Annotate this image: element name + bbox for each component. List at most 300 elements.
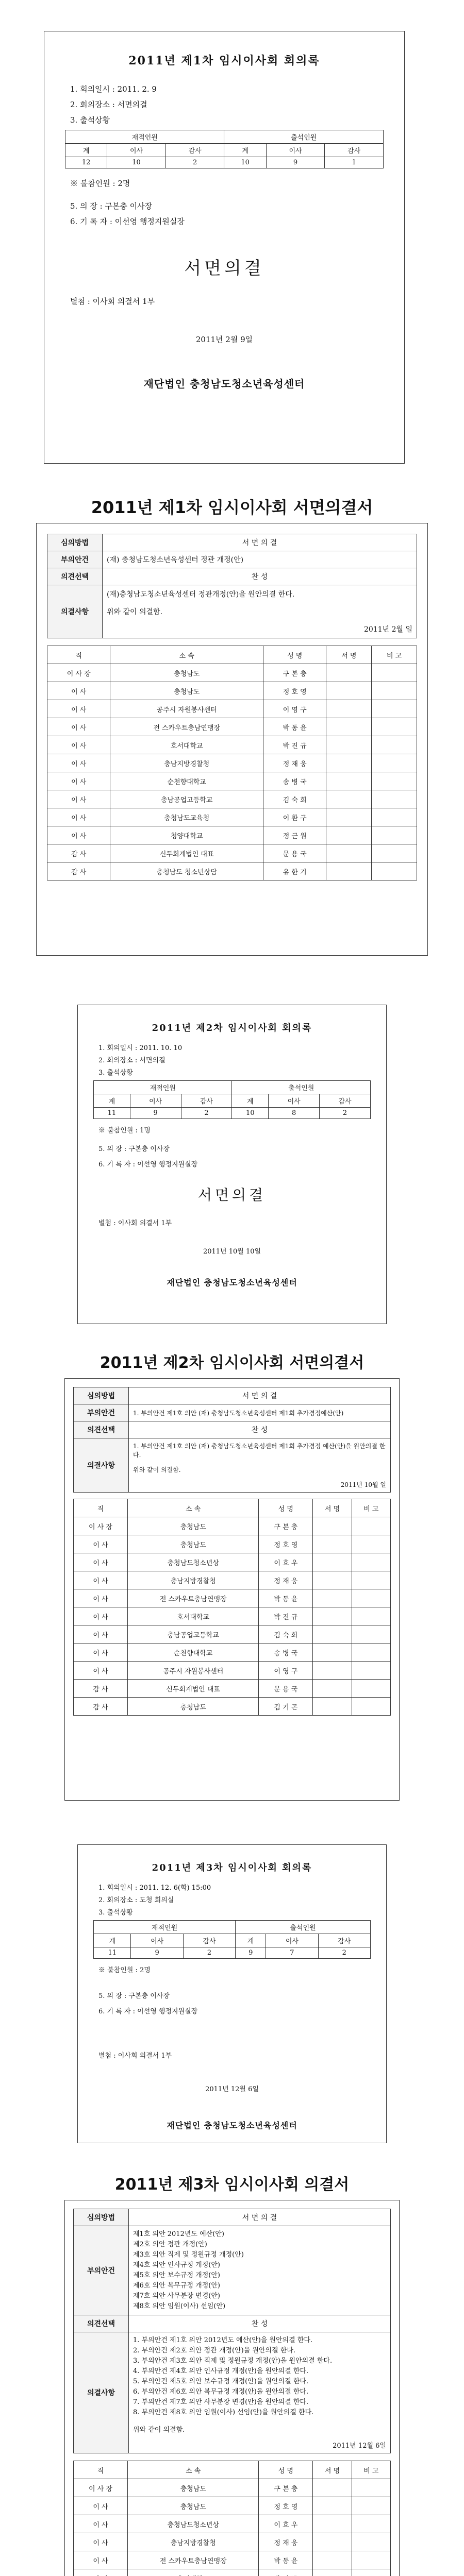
signer-name: 유 한 기: [263, 862, 326, 880]
meeting-date: 1. 회의일시 : 2011. 10. 10: [98, 1044, 183, 1052]
signer-org: 충청남도: [128, 2497, 259, 2515]
meeting-place: 2. 회의장소 : 도청 회의실: [98, 1896, 174, 1904]
signer-row: [74, 2533, 391, 2551]
method-value: 서 면 의 결: [103, 534, 417, 551]
signature-cell: [313, 1589, 352, 1607]
signature-cell: [313, 1680, 352, 1698]
agenda-label: 부의안건: [74, 2226, 129, 2315]
method-label: 심의방법: [47, 534, 103, 551]
signature-cell: [313, 1662, 352, 1680]
signer-row: [74, 1698, 391, 1716]
resolution-page-2: [64, 1378, 400, 1801]
agenda-value: 1. 부의안건 제1호 의안 (재) 충청남도청소년육성센터 제1회 추가경정예산(안): [129, 1404, 391, 1421]
signer-role: 이 사: [47, 826, 110, 844]
recorder: 6. 기 록 자 : 이선영 행정지원실장: [98, 1161, 198, 1168]
signer-org: 공주시 자원봉사센터: [128, 1662, 259, 1680]
reason-label: 의결사항: [47, 585, 103, 638]
attendance-value: 2: [183, 1947, 235, 1959]
signature-cell: [313, 1643, 352, 1662]
signature-cell: [313, 1571, 352, 1589]
recorder: 6. 기 록 자 : 이선영 행정지원실장: [98, 2008, 198, 2015]
meeting-date: 1. 회의일시 : 2011. 2. 9: [70, 84, 157, 94]
signer-role: 감 사: [74, 1680, 128, 1698]
attendance-col: 감사: [181, 1094, 232, 1108]
signature-cell: [313, 1698, 352, 1716]
absent-count: ※ 불참인원 : 1명: [98, 1127, 151, 1134]
signer-name: 정 재 웅: [263, 754, 326, 772]
remarks-cell: [352, 1680, 390, 1698]
agenda-item: 제2호 의안 정관 개정(안): [133, 2241, 207, 2248]
attendance-value: 2: [165, 157, 224, 168]
remarks-cell: [372, 754, 417, 772]
attendance-group-header: 출석인원: [232, 1081, 371, 1094]
organization-name: 재단법인 충청남도청소년육성센터: [143, 378, 305, 390]
signer-role: 이 사: [74, 2533, 128, 2551]
signer-name: 송 병 국: [263, 772, 326, 790]
signer-row: [74, 1535, 391, 1553]
signer-role: 이 사: [74, 1553, 128, 1571]
signer-role: 이 사: [74, 2515, 128, 2533]
remarks-cell: [352, 1589, 390, 1607]
signer-row: [47, 718, 417, 736]
signature-cell: [326, 718, 372, 736]
vote-label: 의견선택: [74, 2315, 129, 2332]
attendance-col: 이사: [107, 144, 166, 157]
signer-name: 송 병 국: [259, 1643, 313, 1662]
signer-role: 이 사: [47, 790, 110, 808]
signer-row: [47, 664, 417, 682]
signer-row: [74, 1553, 391, 1571]
signer-org: 충청남도: [128, 1535, 259, 1553]
attendance-value: 2: [320, 1108, 371, 1119]
signer-name: [259, 2569, 313, 2576]
reason-list: [133, 2335, 386, 2418]
signer-name: 김 기 곤: [259, 1698, 313, 1716]
signer-name: 박 동 윤: [259, 2551, 313, 2569]
signer-row: [47, 772, 417, 790]
attendance-table: [65, 130, 384, 168]
resolution-page-1: [36, 523, 428, 956]
attendance-value: 2: [181, 1108, 232, 1119]
attendance-group-header: 재적인원: [94, 1921, 236, 1934]
signature-table: [47, 646, 417, 880]
remarks-cell: [352, 2533, 390, 2551]
signer-row: [74, 1662, 391, 1680]
reason-item: 3. 부의안건 제3호 의안 직제 및 정원규정 개정(안)을 원안의결 한다.: [133, 2357, 333, 2365]
attendance-col: 이사: [131, 1934, 183, 1947]
resolution-summary-table: [73, 1387, 391, 1493]
resolution-date: 2011년 2월 일: [363, 625, 412, 634]
remarks-cell: [352, 1698, 390, 1716]
signer-name: 이 영 구: [263, 700, 326, 718]
reason-item: 8. 부의안건 제8호 의안 임원(이사) 선임(안)을 원안의결 한다.: [133, 2409, 314, 2416]
signer-row: [74, 1517, 391, 1535]
signer-org: 전 스카우트충남연맹장: [110, 718, 263, 736]
sig-col: 서 명: [313, 1499, 352, 1517]
signer-org: 충청남도청소년상: [128, 2515, 259, 2533]
agenda-item: 제6호 의안 복무규정 개정(안): [133, 2282, 220, 2290]
signer-role: 이 사: [74, 1662, 128, 1680]
attendance-col: 감사: [165, 144, 224, 157]
signer-row: [47, 808, 417, 826]
signer-role: 이 사: [74, 1607, 128, 1625]
sig-col: 성 명: [259, 2461, 313, 2479]
resolution-date: 2011년 12월 6일: [333, 2442, 386, 2450]
signer-row: [74, 1571, 391, 1589]
signer-role: 이 사: [74, 1535, 128, 1553]
signer-name: 구 본 충: [259, 2479, 313, 2497]
agenda-item: 제8호 의안 임원(이사) 선임(안): [133, 2302, 226, 2310]
signer-org: 전 스카우트충남연맹장: [128, 2551, 259, 2569]
signature-cell: [313, 1625, 352, 1643]
attendance-value: 7: [266, 1947, 318, 1959]
signer-name: 이 효 우: [259, 1553, 313, 1571]
minutes-page-3: [77, 1844, 387, 2143]
recorder: 6. 기 록 자 : 이선영 행정지원실장: [70, 217, 185, 226]
signer-row: [74, 1607, 391, 1625]
attendance-col: 계: [94, 1094, 130, 1108]
signer-role: 이 사: [47, 718, 110, 736]
signer-org: 충남지방경찰청: [128, 2533, 259, 2551]
signature-rows: [47, 664, 417, 880]
reason-label: 의결사항: [74, 2332, 129, 2453]
remarks-cell: [372, 862, 417, 880]
remarks-cell: [372, 736, 417, 754]
signer-org: 호서대학교: [110, 736, 263, 754]
attendance-value: 8: [269, 1108, 320, 1119]
reason-item: 5. 부의안건 제5호 의안 보수규정 개정(안)을 원안의결 한다.: [133, 2378, 309, 2385]
signature-cell: [313, 1535, 352, 1553]
meeting-place: 2. 회의장소 : 서면의결: [98, 1057, 165, 1064]
resolution-heading: 2011년 제2차 임시이사회 서면의결서: [100, 1354, 364, 1372]
resolution-page-3: [64, 2200, 400, 2576]
signature-cell: [326, 808, 372, 826]
signer-org: 신두회계법인 대표: [128, 1680, 259, 1698]
signer-row: [47, 682, 417, 700]
signer-role: 이 사: [74, 2497, 128, 2515]
remarks-cell: [352, 2551, 390, 2569]
signer-role: 이 사 장: [47, 664, 110, 682]
agenda-list: [133, 2229, 386, 2312]
agenda-item: 제5호 의안 보수규정 개정(안): [133, 2272, 220, 2279]
signer-row: [47, 862, 417, 880]
sig-col: 성 명: [263, 646, 326, 664]
closing-text: 위와 같이 의결함.: [133, 2426, 185, 2434]
signer-org: 공주시 자원봉사센터: [110, 700, 263, 718]
signer-org: 청양대학교: [110, 826, 263, 844]
attendance-col: 계: [232, 1094, 269, 1108]
signature-cell: [326, 862, 372, 880]
sig-col: 서 명: [313, 2461, 352, 2479]
signer-name: 정 재 웅: [259, 1571, 313, 1589]
attendance-group-header: 재적인원: [65, 130, 224, 144]
signature-cell: [326, 754, 372, 772]
signer-org: 순천향대학교: [128, 1643, 259, 1662]
signer-role: 이 사: [47, 808, 110, 826]
attendance-value: 2: [318, 1947, 370, 1959]
attendance-col: 이사: [266, 1934, 318, 1947]
signature-cell: [326, 790, 372, 808]
signer-role: 감 사: [47, 862, 110, 880]
signer-name: 정 근 원: [263, 826, 326, 844]
attendance-value: 9: [130, 1108, 181, 1119]
remarks-cell: [372, 826, 417, 844]
attendance-table: [93, 1080, 371, 1119]
sig-col: 직: [74, 2461, 128, 2479]
signer-name: 구 본 충: [259, 1517, 313, 1535]
attendance-value: 11: [94, 1947, 131, 1959]
attendance-value: 10: [232, 1108, 269, 1119]
attendance-col: 이사: [266, 144, 325, 157]
signature-cell: [313, 1607, 352, 1625]
remarks-cell: [372, 772, 417, 790]
remarks-cell: [372, 844, 417, 862]
signature-cell: [313, 2497, 352, 2515]
resolution-heading: 2011년 제3차 임시이사회 의결서: [114, 2176, 350, 2194]
attachment-note: 별첨 : 이사회 의결서 1부: [98, 1219, 172, 1227]
absent-count: ※ 불참인원 : 2명: [98, 1967, 151, 1974]
attendance-col: 계: [224, 144, 266, 157]
signer-org: 충청남도: [110, 682, 263, 700]
remarks-cell: [372, 790, 417, 808]
attendance-col: 이사: [269, 1094, 320, 1108]
attendance-col: 감사: [183, 1934, 235, 1947]
signer-name: 이 영 구: [259, 1662, 313, 1680]
signer-row: [74, 1643, 391, 1662]
signer-org: 순천향대학교: [110, 772, 263, 790]
signer-org: 충청남도교육청: [110, 808, 263, 826]
signer-name: 정 호 영: [259, 2497, 313, 2515]
signer-name: 김 숙 희: [259, 1625, 313, 1643]
reason-item: 7. 부의안건 제7호 의안 사무분장 변경(안)을 원안의결 한다.: [133, 2398, 309, 2406]
closing-text: 위와 같이 의결함.: [107, 608, 163, 616]
sig-col: 비 고: [352, 1499, 390, 1517]
reason-value: [129, 2332, 391, 2453]
remarks-cell: [352, 2497, 390, 2515]
reason-text: (재)충청남도청소년육성센터 정관개정(안)을 원안의결 한다.: [107, 590, 295, 599]
signature-cell: [313, 2569, 352, 2576]
signer-org: 충청남도: [128, 2479, 259, 2497]
signer-row: [74, 2515, 391, 2533]
remarks-cell: [372, 700, 417, 718]
signature-cell: [326, 736, 372, 754]
signature-cell: [326, 772, 372, 790]
signature-cell: [313, 2479, 352, 2497]
chair: 5. 의 장 : 구본충 이사장: [98, 1145, 170, 1153]
signer-org: [128, 2569, 259, 2576]
sig-col: 소 속: [128, 2461, 259, 2479]
signer-name: 박 동 윤: [263, 718, 326, 736]
signer-row: [47, 826, 417, 844]
document-date: 2011년 10월 10일: [203, 1248, 261, 1256]
remarks-cell: [352, 1553, 390, 1571]
attendance-col: 감사: [318, 1934, 370, 1947]
signer-row: [74, 1589, 391, 1607]
sig-col: 비 고: [352, 2461, 390, 2479]
sig-col: 서 명: [326, 646, 372, 664]
signer-role: 이 사 장: [74, 2479, 128, 2497]
reason-label: 의결사항: [74, 1438, 129, 1493]
signature-table: [73, 2461, 391, 2576]
signer-role: 이 사: [74, 1589, 128, 1607]
chair: 5. 의 장 : 구본충 이사장: [70, 201, 153, 211]
signer-name: 박 진 규: [259, 1607, 313, 1625]
signer-row: [47, 700, 417, 718]
attendance-label: 3. 출석상황: [98, 1069, 133, 1077]
sig-col: 직: [74, 1499, 128, 1517]
signer-org: 충남공업고등학교: [128, 1625, 259, 1643]
agenda-value: (재) 충청남도청소년육성센터 정관 개정(안): [103, 551, 417, 568]
agenda-label: 부의안건: [47, 551, 103, 568]
signature-cell: [313, 2515, 352, 2533]
vote-label: 의견선택: [74, 1421, 129, 1438]
signer-role: 이 사: [47, 736, 110, 754]
remarks-cell: [352, 1607, 390, 1625]
attendance-label: 3. 출석상황: [70, 115, 110, 125]
attendance-group-header: 출석인원: [224, 130, 384, 144]
sig-col: 비 고: [372, 646, 417, 664]
signer-org: 전 스카우트충남연맹장: [128, 1589, 259, 1607]
reason-item: 1. 부의안건 제1호 의안 2012년도 예산(안)을 원안의결 한다.: [133, 2336, 313, 2344]
method-value: 서 면 의 결: [129, 1387, 391, 1404]
remarks-cell: [352, 1571, 390, 1589]
attendance-value: 10: [224, 157, 266, 168]
signature-cell: [313, 1517, 352, 1535]
signer-name: 문 용 국: [263, 844, 326, 862]
signer-row: [47, 754, 417, 772]
attendance-value: 9: [266, 157, 325, 168]
signature-cell: [326, 682, 372, 700]
meeting-place: 2. 회의장소 : 서면의결: [70, 100, 147, 109]
attendance-col: 계: [65, 144, 107, 157]
reason-item: 2. 부의안건 제2호 의안 정관 개정(안)을 원안의결 한다.: [133, 2347, 296, 2354]
agenda-item: 제3호 의안 직제 및 정원규정 개정(안): [133, 2251, 244, 2259]
signer-name: 이 효 우: [259, 2515, 313, 2533]
remarks-cell: [372, 808, 417, 826]
vote-label: 의견선택: [47, 568, 103, 585]
remarks-cell: [352, 1535, 390, 1553]
signature-rows: [74, 1517, 391, 1716]
signer-name: 정 호 영: [263, 682, 326, 700]
organization-name: 재단법인 충청남도청소년육성센터: [167, 1278, 297, 1287]
reason-text: 1. 부의안건 제1호 의안 (재) 충청남도청소년육성센터 제1회 추가경정 예산(안)을 원안의결 한다.: [133, 1443, 386, 1459]
signer-name: 정 호 영: [259, 1535, 313, 1553]
remarks-cell: [352, 1643, 390, 1662]
vote-value: 찬 성: [129, 2315, 391, 2332]
attachment-note: 별첨 : 이사회 의결서 1부: [70, 297, 155, 306]
remarks-cell: [352, 1517, 390, 1535]
written-resolution-heading: 서면의결: [197, 1187, 267, 1204]
sig-col: 소 속: [128, 1499, 259, 1517]
sig-col: 소 속: [110, 646, 263, 664]
signer-row: [74, 2551, 391, 2569]
attachment-note: 별첨 : 이사회 의결서 1부: [98, 2052, 172, 2060]
signer-name: 이 환 구: [263, 808, 326, 826]
signer-role: 이 사: [47, 772, 110, 790]
method-label: 심의방법: [74, 2209, 129, 2226]
agenda-label: 부의안건: [74, 1404, 129, 1421]
remarks-cell: [352, 2479, 390, 2497]
reason-value: [129, 1438, 391, 1493]
signature-cell: [313, 2533, 352, 2551]
resolution-date: 2011년 10월 일: [340, 1481, 386, 1488]
signer-row: [74, 1680, 391, 1698]
agenda-item: 제4호 의안 인사규정 개정(안): [133, 2261, 220, 2269]
attendance-label: 3. 출석상황: [98, 1909, 133, 1917]
attendance-value: 11: [94, 1108, 130, 1119]
signer-role: 이 사: [74, 1625, 128, 1643]
signer-row: [47, 736, 417, 754]
attendance-col: 감사: [320, 1094, 371, 1108]
signer-org: 신두회계법인 대표: [110, 844, 263, 862]
closing-text: 위와 같이 의결함.: [133, 1466, 181, 1473]
minutes-title: 2011년 제1차 임시이사회 회의록: [128, 54, 320, 67]
signer-name: 문 용 국: [259, 1680, 313, 1698]
attendance-value: 9: [131, 1947, 183, 1959]
sig-col: 직: [47, 646, 110, 664]
resolution-summary-table: [47, 534, 417, 638]
signer-name: 구 본 충: [263, 664, 326, 682]
signer-role: 이 사: [74, 2551, 128, 2569]
resolution-summary-table: [73, 2209, 391, 2453]
signer-org: 충남지방경찰청: [128, 1571, 259, 1589]
remarks-cell: [372, 664, 417, 682]
signer-role: 이 사: [47, 682, 110, 700]
vote-value: 찬 성: [129, 1421, 391, 1438]
remarks-cell: [352, 2515, 390, 2533]
minutes-page-2: [77, 1005, 387, 1324]
remarks-cell: [372, 682, 417, 700]
signer-org: 충청남도 청소년상담: [110, 862, 263, 880]
signer-org: 충남지방경찰청: [110, 754, 263, 772]
attendance-col: 감사: [325, 144, 384, 157]
attendance-value: 12: [65, 157, 107, 168]
signer-org: 충청남도: [110, 664, 263, 682]
resolution-heading: 2011년 제1차 임시이사회 서면의결서: [91, 498, 373, 517]
signer-role: 감 사: [47, 844, 110, 862]
agenda-value: [129, 2226, 391, 2315]
attendance-group-header: 출석인원: [236, 1921, 371, 1934]
minutes-page-1: [44, 31, 405, 464]
signer-row: [74, 2569, 391, 2576]
signer-name: 정 재 웅: [259, 2533, 313, 2551]
organization-name: 재단법인 충청남도청소년육성센터: [167, 2121, 297, 2130]
signature-rows: [74, 2479, 391, 2576]
reason-value: [103, 585, 417, 638]
remarks-cell: [352, 1662, 390, 1680]
attendance-col: 계: [236, 1934, 266, 1947]
signer-role: 이 사: [47, 754, 110, 772]
minutes-title: 2011년 제3차 임시이사회 회의록: [152, 1862, 312, 1873]
signer-role: 감 사: [74, 1698, 128, 1716]
attendance-value: 1: [325, 157, 384, 168]
signature-cell: [326, 844, 372, 862]
attendance-value: 9: [236, 1947, 266, 1959]
signer-row: [74, 1625, 391, 1643]
signer-org: 충청남도: [128, 1517, 259, 1535]
method-value: 서 면 의 결: [129, 2209, 391, 2226]
signer-role: 이 사 장: [74, 1517, 128, 1535]
minutes-title: 2011년 제2차 임시이사회 회의록: [152, 1023, 312, 1033]
signature-table: [73, 1499, 391, 1716]
reason-item: 6. 부의안건 제6호 의안 복무규정 개정(안)을 원안의결 한다.: [133, 2388, 309, 2396]
remarks-cell: [352, 2569, 390, 2576]
attendance-group-header: 재적인원: [94, 1081, 232, 1094]
vote-value: 찬 성: [103, 568, 417, 585]
signer-role: 이 사: [74, 1643, 128, 1662]
chair: 5. 의 장 : 구본충 이사장: [98, 1992, 170, 2000]
attendance-value: 10: [107, 157, 166, 168]
